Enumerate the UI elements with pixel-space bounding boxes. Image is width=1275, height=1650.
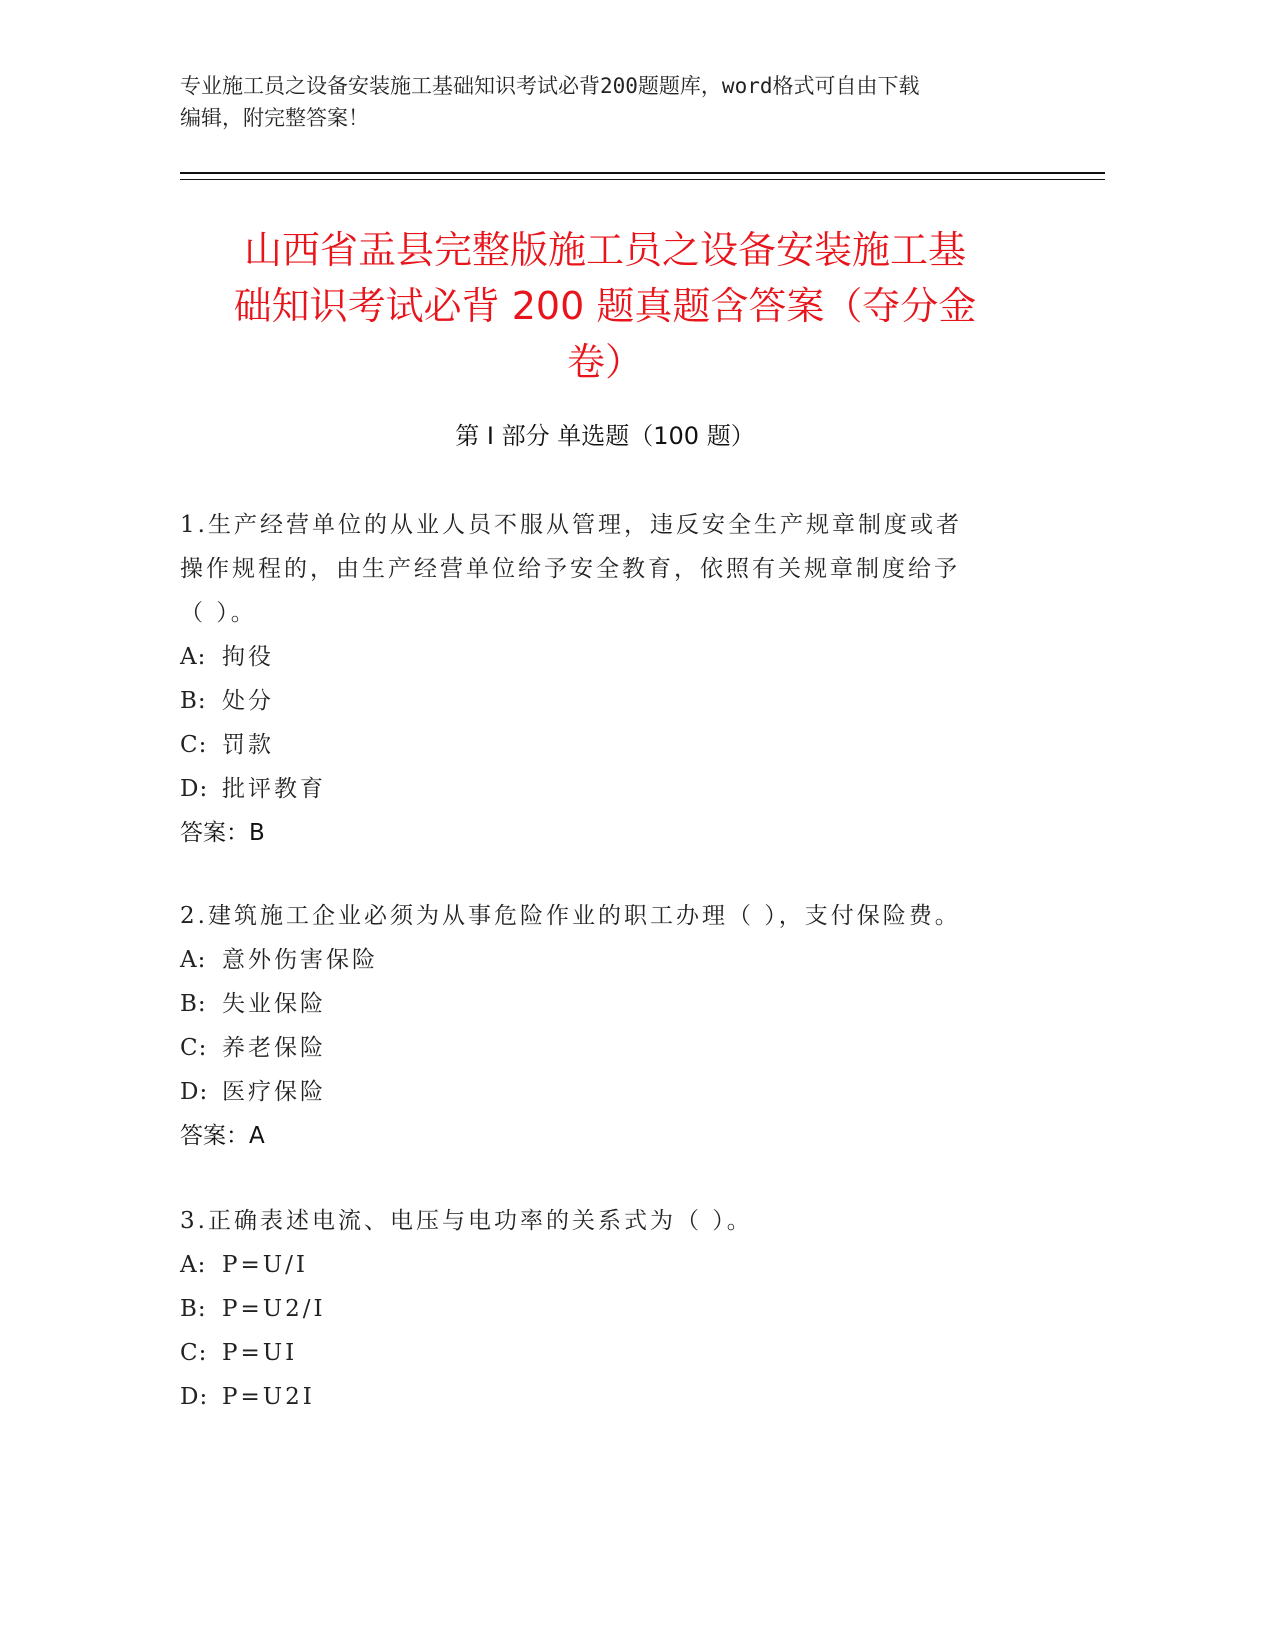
option-letter: D:	[180, 776, 209, 802]
option-letter: A:	[180, 644, 207, 670]
header-rule-thick	[180, 172, 1105, 174]
option-c	[180, 1331, 1040, 1375]
option-text: 拘役	[222, 644, 274, 670]
title-line-1: 山西省盂县完整版施工员之设备安装施工基	[243, 228, 966, 272]
document-title	[180, 222, 1030, 390]
option-d	[180, 1070, 1040, 1114]
option-a	[180, 1243, 1040, 1287]
option-text: 批评教育	[222, 776, 326, 802]
option-letter: C:	[180, 1035, 208, 1061]
question-stem-line: （ ）。	[180, 600, 257, 626]
option-letter: A:	[180, 1252, 207, 1278]
option-b	[180, 1287, 1040, 1331]
option-a	[180, 635, 1040, 679]
option-d	[180, 1375, 1040, 1419]
option-text: P=U/I	[222, 1252, 308, 1278]
option-text: 罚款	[222, 732, 274, 758]
option-text: 意外伤害保险	[222, 947, 378, 973]
question-stem-line: 操作规程的，由生产经营单位给予安全教育，依照有关规章制度给予	[180, 556, 960, 582]
title-line-3: 卷）	[566, 340, 643, 384]
option-text: P=U2I	[222, 1384, 315, 1410]
question-stem-line: 2.建筑施工企业必须为从事危险作业的职工办理（ ），支付保险费。	[180, 903, 961, 929]
option-letter: B:	[180, 1296, 207, 1322]
question-stem-line: 3.正确表述电流、电压与电功率的关系式为（ ）。	[180, 1208, 753, 1234]
option-text: 养老保险	[222, 1035, 326, 1061]
option-d	[180, 767, 1040, 811]
option-text: 失业保险	[222, 991, 326, 1017]
question-stem-line: 1.生产经营单位的从业人员不服从管理，违反安全生产规章制度或者	[180, 512, 962, 538]
option-letter: C:	[180, 1340, 208, 1366]
option-text: 处分	[222, 688, 274, 714]
question-2	[180, 894, 1040, 1158]
option-b	[180, 679, 1040, 723]
option-b	[180, 982, 1040, 1026]
option-letter: D:	[180, 1384, 209, 1410]
answer-label: 答案：B	[180, 820, 265, 846]
header-note-line-1: 专业施工员之设备安装施工基础知识考试必背200题题库，word格式可自由下载	[180, 74, 920, 98]
header-note-line-2: 编辑，附完整答案！	[180, 106, 369, 130]
document-header-note	[180, 70, 1040, 134]
answer-label: 答案：A	[180, 1123, 265, 1149]
title-line-2: 础知识考试必背 200 题真题含答案（夺分金	[233, 284, 977, 328]
option-letter: D:	[180, 1079, 209, 1105]
option-letter: C:	[180, 732, 208, 758]
option-c	[180, 1026, 1040, 1070]
option-text: P=U2/I	[222, 1296, 326, 1322]
question-1	[180, 503, 1040, 855]
header-rule-thin	[180, 179, 1105, 180]
option-letter: A:	[180, 947, 207, 973]
option-c	[180, 723, 1040, 767]
option-a	[180, 938, 1040, 982]
question-3	[180, 1199, 1040, 1419]
option-letter: B:	[180, 991, 207, 1017]
option-text: P=UI	[222, 1340, 298, 1366]
option-text: 医疗保险	[222, 1079, 326, 1105]
option-letter: B:	[180, 688, 207, 714]
section-heading: 第 I 部分 单选题（100 题）	[455, 422, 755, 450]
